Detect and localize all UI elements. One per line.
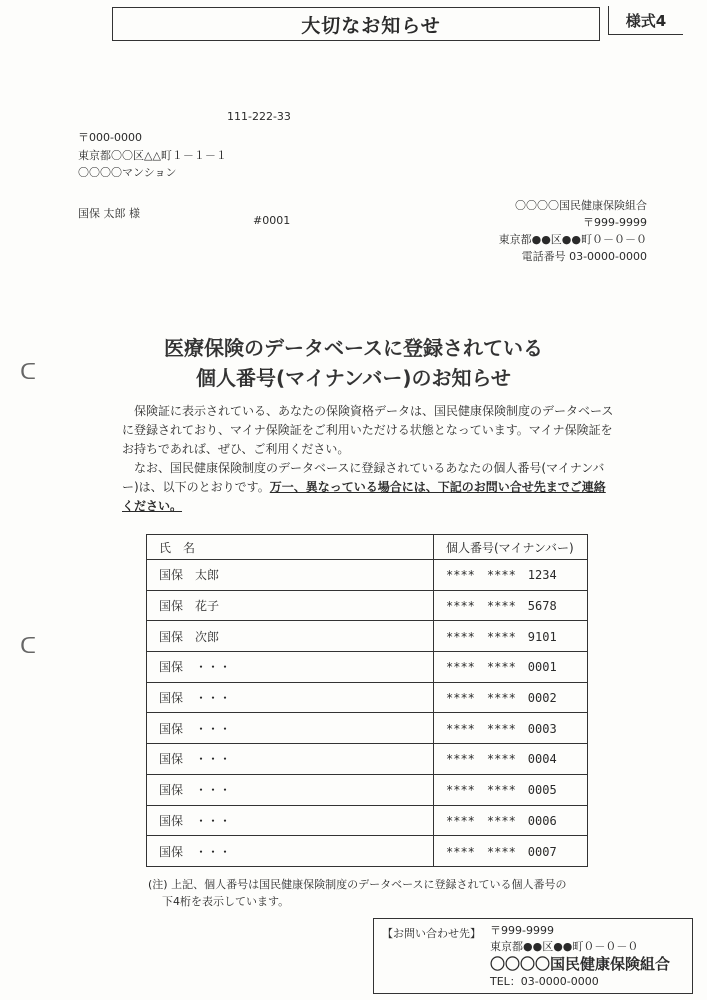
contact-label: 【お問い合わせ先】 [382, 927, 481, 940]
body-paragraph-2 [122, 459, 617, 516]
row-name: 国保 ・・・ [147, 744, 434, 775]
footnote-line-2: 下4桁を表示しています。 [162, 895, 290, 908]
contact-info [490, 923, 670, 990]
body-text [122, 402, 617, 516]
header-number: 個人番号(マイナンバー) [434, 535, 588, 560]
body-paragraph-2-emphasis: 万一、異なっている場合には、下記のお問い合せ先までご連絡ください。 [122, 480, 606, 513]
footnote [148, 876, 567, 910]
punch-hole-mark: ᑕ [20, 634, 37, 659]
table-row [147, 713, 588, 744]
body-paragraph-2-text: なお、国民健康保険制度のデータベースに登録されているあなたの個人番号(マイナンバー)は、以下のとおりです。 [122, 461, 605, 494]
table-row [147, 652, 588, 683]
table-header-row [147, 535, 588, 560]
row-name: 国保 ・・・ [147, 836, 434, 867]
header-name: 氏 名 [147, 535, 434, 560]
table-row [147, 774, 588, 805]
recipient-building: 〇〇〇〇マンション [78, 166, 177, 179]
row-name: 国保 花子 [147, 590, 434, 621]
row-number: **** **** 0007 [434, 836, 588, 867]
contact-org: 〇〇〇〇国民健康保険組合 [490, 955, 671, 973]
table-row [147, 590, 588, 621]
table-row [147, 621, 588, 652]
row-number: **** **** 0006 [434, 805, 588, 836]
sender-postal: 〒999-9999 [583, 216, 647, 229]
row-number: **** **** 0001 [434, 652, 588, 683]
sequence-number: #0001 [253, 214, 291, 227]
body-paragraph-1: 保険証に表示されている、あなたの保険資格データは、国民健康保険制度のデータベースに登録されており、マイナ保険証をご利用いただける状態となっています。マイナ保険証をお持ちであれば、ぜひ、ご利用ください。 [122, 404, 614, 456]
recipient-postal: 〒000-0000 [78, 131, 142, 144]
table-row [147, 836, 588, 867]
contact-postal: 〒999-9999 [490, 924, 554, 937]
row-number: **** **** 0004 [434, 744, 588, 775]
recipient-address [78, 129, 227, 182]
row-name: 国保 ・・・ [147, 805, 434, 836]
notice-title [112, 7, 600, 41]
table-row [147, 805, 588, 836]
row-number: **** **** 0002 [434, 682, 588, 713]
recipient-name: 国保 太郎 様 [78, 207, 140, 220]
page-heading [0, 333, 707, 393]
recipient-street: 東京都〇〇区△△町１－１－１ [78, 148, 227, 162]
row-name: 国保 ・・・ [147, 713, 434, 744]
punch-hole-mark: ᑕ [20, 360, 37, 385]
contact-phone: TEL：03-0000-0000 [490, 975, 599, 988]
row-name: 国保 太郎 [147, 560, 434, 591]
row-name: 国保 次郎 [147, 621, 434, 652]
mynumber-table [146, 534, 588, 867]
row-number: **** **** 0003 [434, 713, 588, 744]
contact-box [373, 918, 693, 994]
notice-title-text: 大切なお知らせ [301, 14, 441, 37]
footnote-line-1: (注) 上記、個人番号は国民健康保険制度のデータベースに登録されている個人番号の [148, 878, 567, 891]
table-row [147, 744, 588, 775]
row-number: **** **** 5678 [434, 590, 588, 621]
heading-line-1: 医療保険のデータベースに登録されている [164, 336, 543, 360]
heading-line-2: 個人番号(マイナンバー)のお知らせ [196, 366, 511, 390]
sender-address: 東京都●●区●●町０－０－０ [498, 233, 647, 246]
row-number: **** **** 9101 [434, 621, 588, 652]
row-number: **** **** 1234 [434, 560, 588, 591]
form-number: 様式4 [608, 6, 683, 35]
mailing-code: 111-222-33 [227, 110, 291, 123]
table-row [147, 682, 588, 713]
row-name: 国保 ・・・ [147, 652, 434, 683]
table-row [147, 560, 588, 591]
contact-address: 東京都●●区●●町０－０－０ [490, 940, 639, 953]
sender-phone: 電話番号 03-0000-0000 [521, 250, 647, 263]
row-number: **** **** 0005 [434, 774, 588, 805]
sender-org: 〇〇〇〇国民健康保険組合 [515, 199, 647, 212]
sender-block [499, 197, 647, 265]
row-name: 国保 ・・・ [147, 774, 434, 805]
row-name: 国保 ・・・ [147, 682, 434, 713]
